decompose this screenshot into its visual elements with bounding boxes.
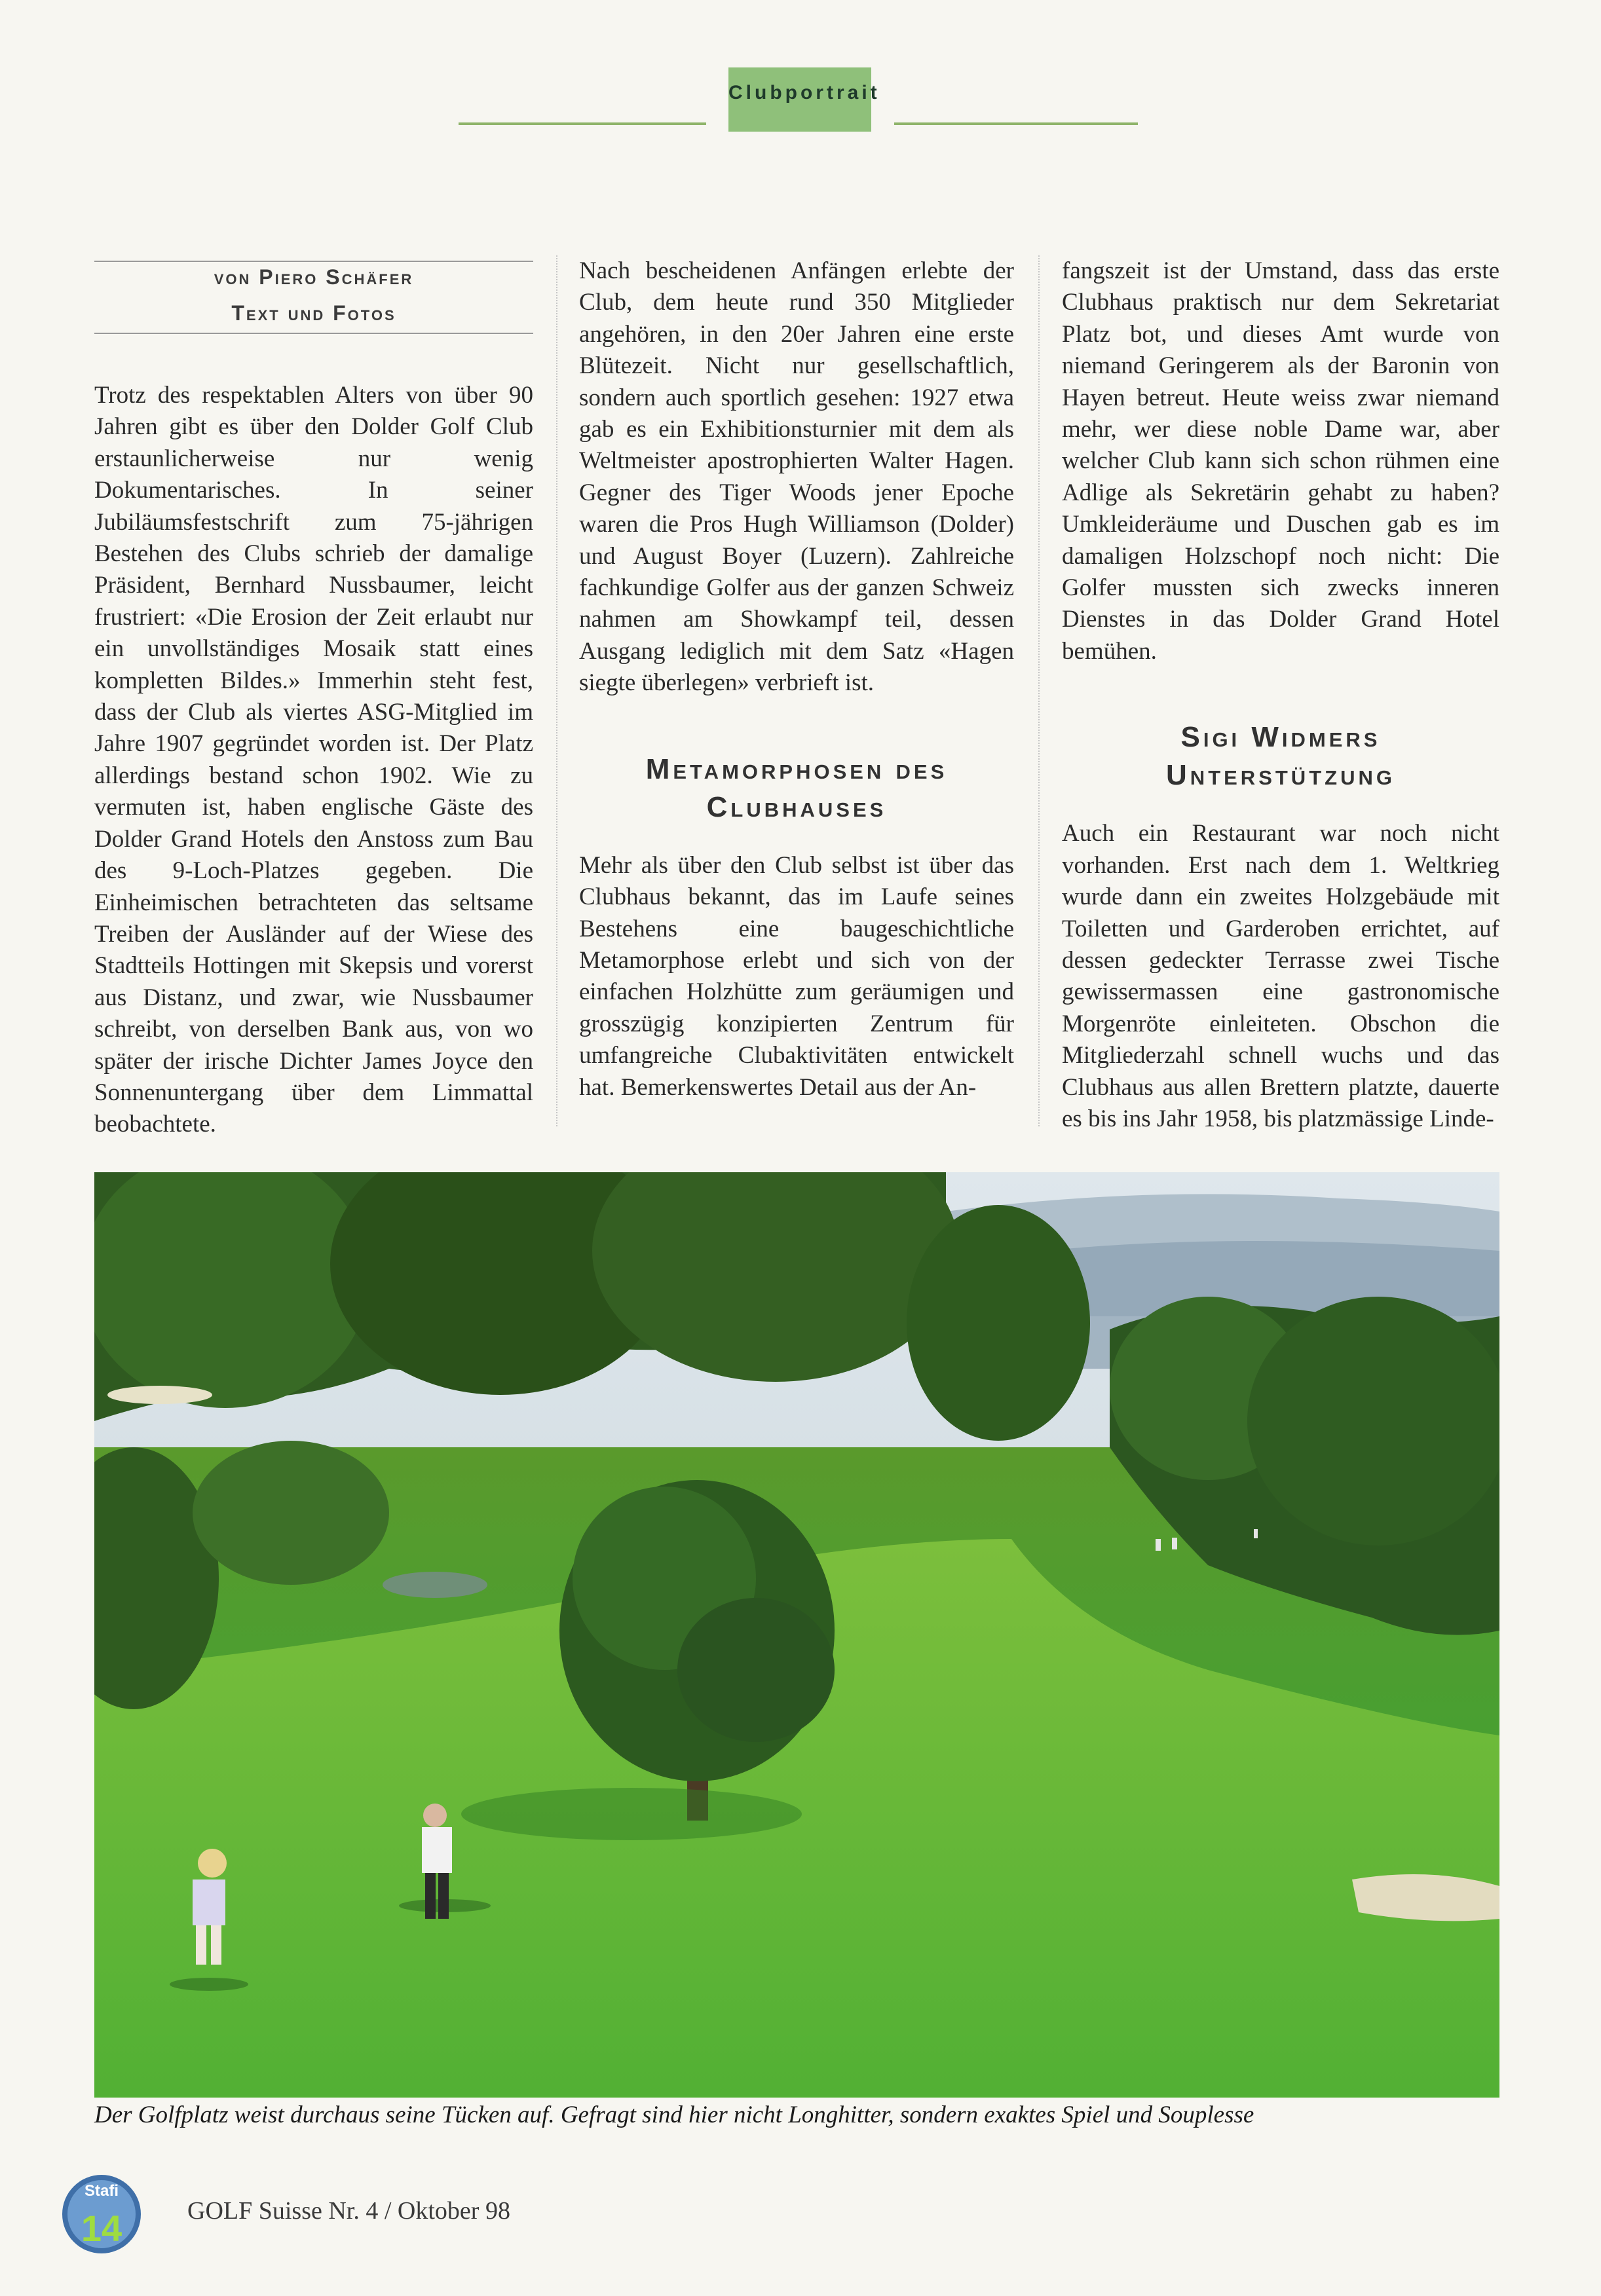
article-paragraph: Mehr als über den Club selbst ist über das Clubhaus bekannt, das im Laufe seines Bestehens eine baugeschichtliche Metamorphose erlebt und sich von der einfachen Holzhütte zum geräumigen und grosszügig konzipierten Zentrum für umfangreiche Clubaktivitäten entwickelt hat. Bemerkenswertes Detail aus der An- bbox=[579, 851, 1014, 1101]
byline-credit: Text und Fotos bbox=[231, 301, 396, 325]
publication-info: GOLF Suisse Nr. 4 / Oktober 98 bbox=[187, 2197, 510, 2225]
article-paragraph: Nach bescheidenen Anfängen erlebte der Club, dem heute rund 350 Mitglieder angehören, in den 20er Jahren eine erste Blütezeit. Nicht nur gesellschaftlich, sondern auch sportlich gesehen: 1927 etwa gab es ein Exhibitionsturnier mit dem als Weltmeister apostrophierten Walter Hagen. Gegner des Tiger Woods jener Epoche waren die Pros Hugh Williamson (Dolder) und August Boyer (Luzern). Zahlreiche fachkundige Golfer aus der ganzen Schweiz nahmen am Showkampf teil, dessen Ausgang lediglich mit dem Satz «Hagen siegte überlegen» verbrieft ist. bbox=[579, 257, 1014, 697]
byline-rule-bottom bbox=[94, 333, 533, 334]
page-badge bbox=[60, 2173, 143, 2255]
byline-author: von Piero Schäfer bbox=[214, 265, 414, 289]
golf-course-photo bbox=[94, 1172, 1499, 2098]
column-separator bbox=[1038, 255, 1041, 1126]
section-label: Clubportrait bbox=[728, 67, 871, 132]
page-number: 14 bbox=[81, 2208, 122, 2249]
subheading-sigi-widmers: Sigi Widmers Unterstützung bbox=[1166, 721, 1395, 792]
byline-rule-top bbox=[94, 261, 533, 262]
header-rule-left bbox=[459, 122, 706, 125]
article-column-2 bbox=[579, 255, 1014, 1103]
article-paragraph: fangszeit ist der Umstand, dass das erste Clubhaus praktisch nur dem Sekretariat Platz bot, und dieses Amt wurde von niemand Geringerem als der Baronin von Hayen betreut. Heute weiss zwar niemand mehr, wer diese noble Dame war, aber welcher Club kann sich schon rühmen eine Adlige als Sekretärin gehabt zu haben? Umkleideräume und Duschen gab es im damaligen Holzschopf noch nicht: Die Golfer mussten sich zwecks inneren Dienstes in das Dolder Grand Hotel bemühen. bbox=[1062, 257, 1499, 665]
badge-brand: Stafi bbox=[84, 2182, 119, 2200]
article-column-1 bbox=[94, 380, 533, 1141]
article-paragraph: Auch ein Restaurant war noch nicht vorhanden. Erst nach dem 1. Weltkrieg wurde dann ein zweites Holzgebäude mit Toiletten und Garderoben errichtet, auf dessen gedeckter Terrasse zwei Tische gewissermassen eine gastronomische Morgenröte einleiteten. Obschon die Mitgliederzahl schnell wuchs und das Clubhaus aus allen Brettern platzte, dauerte es bis ins Jahr 1958, bis platzmässige Linde- bbox=[1062, 820, 1499, 1132]
subheading-metamorphosen: Metamorphosen des Clubhauses bbox=[645, 752, 948, 823]
golf-course-illustration bbox=[94, 1172, 1499, 2098]
photo-caption: Der Golfplatz weist durchaus seine Tücken auf. Gefragt sind hier nicht Longhitter, sondern exaktes Spiel und Souplesse bbox=[94, 2102, 1254, 2128]
article-paragraph: Trotz des respektablen Alters von über 90 Jahren gibt es über den Dolder Golf Club erstaunlicherweise nur wenig Dokumentarisches. In seiner Jubiläumsfestschrift zum 75-jährigen Bestehen des Clubs schrieb der damalige Präsident, Bernhard Nussbaumer, leicht frustriert: «Die Erosion der Zeit erlaubt nur ein unvollständiges Mosaik statt eines kompletten Bildes.» Immerhin steht fest, dass der Club als viertes ASG-Mitglied im Jahre 1907 gegründet worden ist. Der Platz allerdings bestand schon 1902. Wie zu vermuten ist, haben englische Gäste des Dolder Grand Hotels den Anstoss zum Bau des 9-Loch-Platzes gegeben. Die Einheimischen betrachteten das seltsame Treiben der Ausländer auf der Wiese des Stadtteils Hottingen mit Skepsis und vorerst aus Distanz, und zwar, wie Nussbaumer schreibt, von derselben Bank aus, von wo später der irische Dichter James Joyce den Sonnenuntergang über dem Limmattal beobachtete. bbox=[94, 382, 533, 1138]
header-rule-right bbox=[894, 122, 1138, 125]
column-separator bbox=[556, 255, 559, 1126]
article-column-3 bbox=[1062, 255, 1499, 1135]
